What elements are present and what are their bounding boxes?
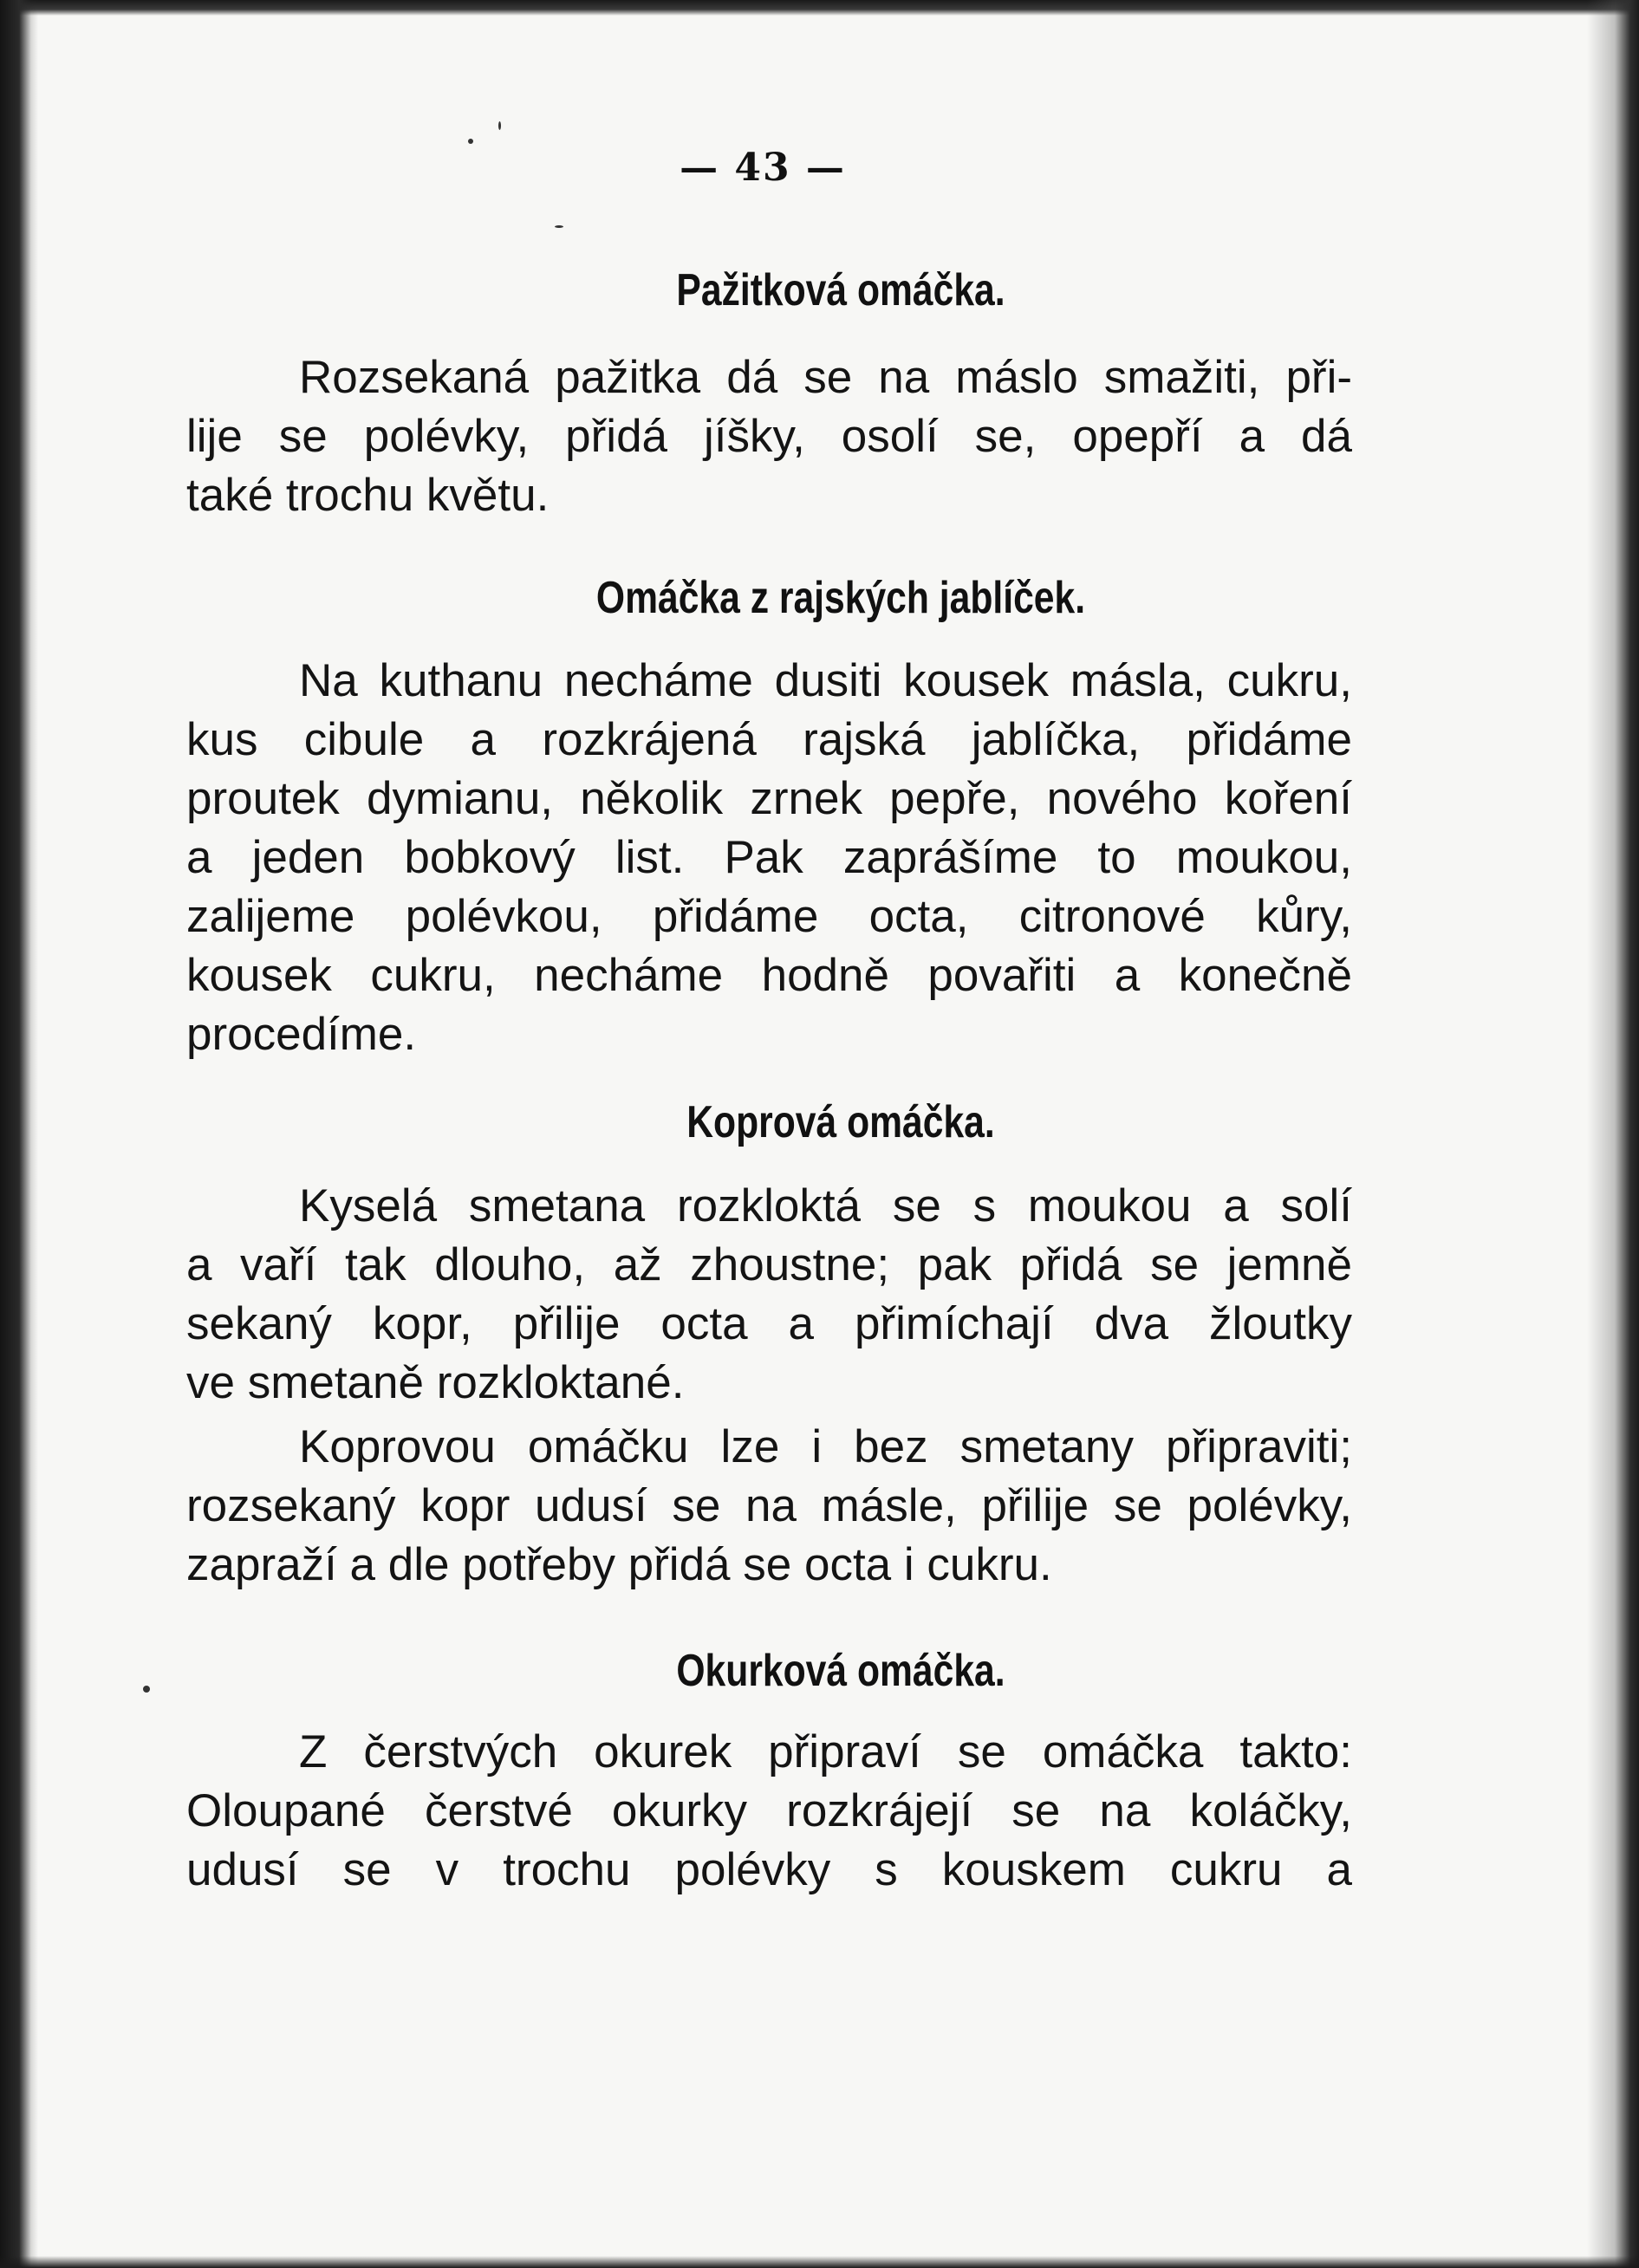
text-line: ve smetaně rozkloktané.	[186, 1357, 685, 1408]
paragraph	[186, 1723, 1352, 1900]
text-line: také trochu květu.	[186, 470, 550, 521]
text-line: a jeden bobkový list. Pak zaprášíme to moukou,	[186, 832, 1352, 883]
text-line: Oloupané čerstvé okurky rozkrájejí se na koláčky,	[186, 1785, 1352, 1836]
section-heading: Pažitková omáčka.	[676, 265, 1005, 315]
text-line: sekaný kopr, přilije octa a přimíchají dva žloutky	[186, 1298, 1352, 1349]
text-line: zalijeme polévkou, přidáme octa, citronové kůry,	[186, 891, 1352, 942]
text-line: kousek cukru, necháme hodně povařiti a konečně	[186, 950, 1352, 1001]
scan-speck	[555, 225, 563, 228]
text-line: a vaří tak dlouho, až zhoustne; pak přidá se jemně	[186, 1239, 1352, 1290]
text-line: Koprovou omáčku lze i bez smetany připraviti;	[299, 1421, 1352, 1472]
text-line: kus cibule a rozkrájená rajská jablíčka, přidáme	[186, 714, 1352, 765]
text-line: Rozsekaná pažitka dá se na máslo smažiti, při-	[299, 352, 1352, 403]
text-line: zapraží a dle potřeby přidá se octa i cukru.	[186, 1539, 1052, 1590]
paragraph	[186, 348, 1352, 525]
scan-edge-left	[0, 0, 38, 2268]
scan-speck	[143, 1686, 150, 1693]
scan-edge-right	[1587, 0, 1639, 2268]
scan-speck	[468, 139, 473, 144]
section-heading: Okurková omáčka.	[676, 1646, 1005, 1696]
paragraph	[186, 1418, 1352, 1595]
paragraph	[186, 1177, 1352, 1413]
page-number: — 43 —	[680, 146, 846, 190]
text-line: rozsekaný kopr udusí se na másle, přilije se polévky,	[186, 1480, 1352, 1531]
paragraph	[186, 652, 1352, 1064]
scan-speck	[498, 121, 501, 130]
scan-edge-bottom	[0, 2256, 1639, 2268]
scan-edge-top	[0, 0, 1639, 16]
text-line: Z čerstvých okurek připraví se omáčka takto:	[299, 1726, 1352, 1777]
section-heading: Koprová omáčka.	[686, 1097, 995, 1147]
text-line: procedíme.	[186, 1009, 417, 1060]
text-line: proutek dymianu, několik zrnek pepře, nového koření	[186, 773, 1352, 824]
text-line: Kyselá smetana rozkloktá se s moukou a solí	[299, 1180, 1352, 1231]
text-line: Na kuthanu necháme dusiti kousek másla, cukru,	[299, 655, 1352, 706]
text-line: lije se polévky, přidá jíšky, osolí se, opepří a dá	[186, 411, 1352, 462]
text-line: udusí se v trochu polévky s kouskem cukru a	[186, 1844, 1352, 1895]
section-heading: Omáčka z rajských jablíček.	[595, 573, 1086, 623]
